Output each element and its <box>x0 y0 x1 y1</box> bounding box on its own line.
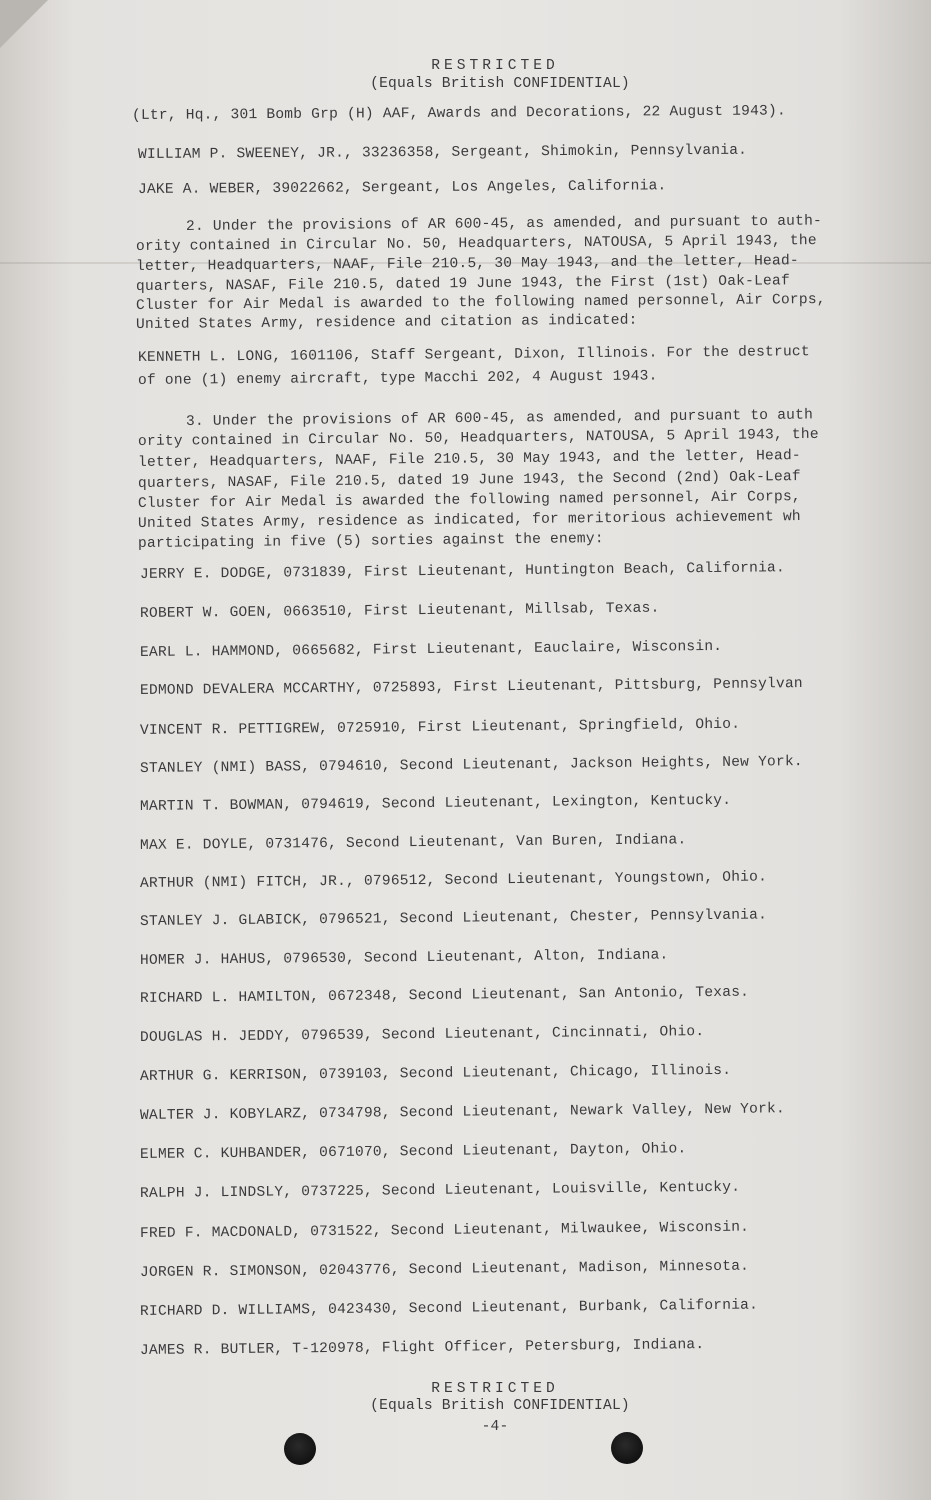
paragraph-2-line: quarters, NASAF, File 210.5, dated 19 June 1943, the First (1st) Oak-Leaf <box>135 273 790 295</box>
paragraph-3-line: 3. Under the provisions of AR 600-45, as amended, and pursuant to auth <box>185 407 814 430</box>
punch-hole-left <box>284 1433 316 1465</box>
recipient-row: JERRY E. DODGE, 0731839, First Lieutenant, Huntington Beach, California. <box>139 560 786 583</box>
recipient-row: RICHARD D. WILLIAMS, 0423430, Second Lieutenant, Burbank, California. <box>139 1297 759 1320</box>
paragraph-2-entry: of one (1) enemy aircraft, type Macchi 202, 4 August 1943. <box>137 368 658 389</box>
paragraph-3-line: quarters, NASAF, File 210.5, dated 19 June 1943, the Second (2nd) Oak-Leaf <box>137 469 801 492</box>
folded-corner <box>0 0 48 48</box>
recipient-row: JORGEN R. SIMONSON, 02043776, Second Lieutenant, Madison, Minnesota. <box>139 1258 750 1281</box>
award-entry: WILLIAM P. SWEENEY, JR., 33236358, Sergeant, Shimokin, Pennsylvania. <box>137 142 748 163</box>
paragraph-3-line: United States Army, residence as indicated, for meritorious achievement wh <box>137 509 801 532</box>
recipient-row: WALTER J. KOBYLARZ, 0734798, Second Lieutenant, Newark Valley, New York. <box>139 1101 786 1124</box>
recipient-row: VINCENT R. PETTIGREW, 0725910, First Lieutenant, Springfield, Ohio. <box>139 716 741 739</box>
paragraph-2-line: 2. Under the provisions of AR 600-45, as amended, and pursuant to auth- <box>185 213 823 235</box>
recipient-row: STANLEY J. GLABICK, 0796521, Second Lieutenant, Chester, Pennsylvania. <box>139 907 768 930</box>
recipient-row: MARTIN T. BOWMAN, 0794619, Second Lieutenant, Lexington, Kentucky. <box>139 792 732 815</box>
recipient-row: ELMER C. KUHBANDER, 0671070, Second Lieutenant, Dayton, Ohio. <box>139 1141 687 1163</box>
paragraph-2-line: United States Army, residence and citation as indicated: <box>135 312 638 333</box>
paragraph-3-line: ority contained in Circular No. 50, Headquarters, NATOUSA, 5 April 1943, the <box>137 426 819 450</box>
paragraph-3-line: participating in five (5) sorties against the enemy: <box>137 531 604 552</box>
recipient-row: JAMES R. BUTLER, T-120978, Flight Officer, Petersburg, Indiana. <box>139 1337 705 1359</box>
punch-hole-right <box>611 1432 643 1464</box>
recipient-row: RICHARD L. HAMILTON, 0672348, Second Lieutenant, San Antonio, Texas. <box>139 984 750 1007</box>
footer-restricted: RESTRICTED <box>431 1381 559 1397</box>
page-number: -4- <box>481 1419 509 1435</box>
recipient-row: EDMOND DEVALERA MCCARTHY, 0725893, First Lieutenant, Pittsburg, Pennsylvan <box>139 676 803 699</box>
paragraph-2-line: ority contained in Circular No. 50, Headquarters, NATOUSA, 5 April 1943, the <box>135 233 817 255</box>
recipient-row: HOMER J. HAHUS, 0796530, Second Lieutenant, Alton, Indiana. <box>139 947 669 969</box>
paragraph-2-line: Cluster for Air Medal is awarded to the following named personnel, Air Corps, <box>135 291 826 314</box>
award-entry: JAKE A. WEBER, 39022662, Sergeant, Los Angeles, California. <box>137 178 667 198</box>
recipient-row: RALPH J. LINDSLY, 0737225, Second Lieutenant, Louisville, Kentucky. <box>139 1179 741 1202</box>
recipient-row: ROBERT W. GOEN, 0663510, First Lieutenant, Millsab, Texas. <box>139 600 660 622</box>
paragraph-2-line: letter, Headquarters, NAAF, File 210.5, 30 May 1943, and the letter, Head- <box>135 253 799 275</box>
paragraph-3-line: letter, Headquarters, NAAF, File 210.5, 30 May 1943, and the letter, Head- <box>137 448 801 471</box>
paragraph-2-entry: KENNETH L. LONG, 1601106, Staff Sergeant, Dixon, Illinois. For the destruct <box>137 344 810 366</box>
header-equals: (Equals British CONFIDENTIAL) <box>370 76 630 92</box>
recipient-row: DOUGLAS H. JEDDY, 0796539, Second Lieutenant, Cincinnati, Ohio. <box>139 1024 705 1046</box>
recipient-row: EARL L. HAMMOND, 0665682, First Lieutenant, Eauclaire, Wisconsin. <box>139 638 723 661</box>
footer-equals: (Equals British CONFIDENTIAL) <box>370 1398 630 1414</box>
recipient-row: ARTHUR (NMI) FITCH, JR., 0796512, Second Lieutenant, Youngstown, Ohio. <box>139 869 768 892</box>
recipient-row: ARTHUR G. KERRISON, 0739103, Second Lieutenant, Chicago, Illinois. <box>139 1062 732 1085</box>
letter-reference: (Ltr, Hq., 301 Bomb Grp (H) AAF, Awards and Decorations, 22 August 1943). <box>131 103 786 124</box>
recipient-row: MAX E. DOYLE, 0731476, Second Lieutenant, Van Buren, Indiana. <box>139 832 687 854</box>
recipient-row: STANLEY (NMI) BASS, 0794610, Second Lieutenant, Jackson Heights, New York. <box>139 754 803 777</box>
recipient-row: FRED F. MACDONALD, 0731522, Second Lieutenant, Milwaukee, Wisconsin. <box>139 1219 750 1242</box>
paragraph-3-line: Cluster for Air Medal is awarded the following named personnel, Air Corps, <box>137 489 801 512</box>
header-restricted: RESTRICTED <box>431 58 559 74</box>
